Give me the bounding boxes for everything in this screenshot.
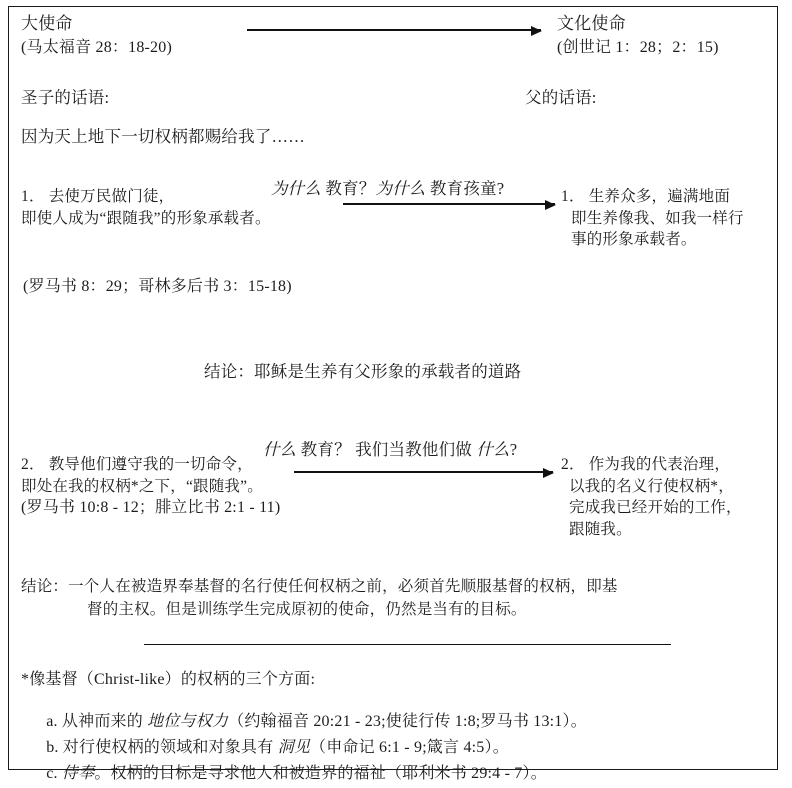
point-1-left-block [21, 188, 271, 227]
cultural-mandate-reference: (创世记 1：28；2：15) [557, 39, 719, 56]
point-1-left-reference: (罗马书 8：29；哥林多后书 3：15-18) [23, 278, 292, 295]
footnote-c-marker: c. [46, 765, 58, 782]
point-2-right-line-1: 2． 作为我的代表治理， [561, 456, 731, 473]
footnote-heading: *像基督（Christ-like）的权柄的三个方面: [21, 671, 316, 688]
footnote-b-post: （申命记 6:1 - 9;箴言 4:5）。 [310, 739, 509, 756]
conclusion-1: 结论：耶稣是生养有父形象的承载者的道路 [204, 362, 522, 381]
arrow-commission-to-culture [247, 29, 541, 31]
conclusion-2-block [21, 578, 618, 618]
authority-statement: 因为天上地下一切权柄都赐给我了…… [21, 127, 305, 146]
point-2-right-block [561, 456, 742, 538]
q1-why-a: 为什么 [270, 178, 322, 198]
q2-teach-them: 我们当教他们做 [355, 439, 477, 459]
cultural-mandate-title: 文化使命 [557, 14, 626, 33]
footnote-a-post: （约翰福音 20:21 - 23;使徒行传 1:8;罗马书 13:1）。 [228, 713, 587, 730]
footnote-c-post: 。权柄的目标是寻求他人和被造界的福祉（耶利米书 29:4 - 7）。 [94, 765, 547, 782]
point-1-left-line-1: 1． 去使万民做门徒， [21, 188, 175, 205]
conclusion-2-line-2: 督的主权。但是训练学生完成原初的使命，仍然是当有的目标。 [87, 600, 527, 618]
footnote-item-c [21, 750, 547, 788]
point-2-right-line-3: 完成我已经开始的工作， [569, 499, 742, 516]
footnote-divider [144, 644, 671, 645]
q2-what-a: 什么 [262, 439, 297, 459]
father-words-label: 父的话语: [525, 88, 597, 107]
footnote-a-marker: a. [46, 713, 58, 730]
conclusion-2-line-1: 结论：一个人在被造界奉基督的名行使任何权柄之前，必须首先顺服基督的权柄，即基 [21, 578, 618, 595]
question-why-education [245, 164, 504, 214]
footnote-b-italic: 洞见 [277, 739, 311, 756]
q1-education-b: 教育孩童? [425, 178, 505, 198]
point-2-left-reference: (罗马书 10:8 - 12；腓立比书 2:1 - 11) [21, 499, 281, 516]
q2-education: 教育？ [296, 439, 356, 459]
point-1-right-line-1: 1． 生养众多，遍满地面 [561, 188, 731, 205]
point-1-right-block [561, 188, 744, 248]
arrow-point-1 [343, 203, 555, 205]
point-1-left-line-2: 即使人成为“跟随我”的形象承载者。 [21, 209, 271, 227]
q1-education-a: 教育？ [321, 178, 376, 198]
q1-why-b: 为什么 [375, 178, 426, 198]
page-frame [8, 6, 778, 782]
point-2-left-line-1: 2． 教导他们遵守我的一切命令， [21, 456, 253, 473]
footnote-b-pre: 对行使权柄的领域和对象具有 [58, 739, 278, 756]
footnote-a-pre: 从神而来的 [57, 713, 148, 730]
footnote-c-italic: 侍奉 [61, 765, 95, 782]
great-commission-reference: (马太福音 28：18-20) [21, 39, 172, 56]
arrow-point-2 [294, 471, 553, 473]
q2-what-b: 什么 [476, 439, 510, 459]
point-2-left-block [21, 456, 281, 516]
q2-tail: ? [509, 439, 518, 459]
footnote-b-marker: b. [46, 739, 59, 756]
son-words-label: 圣子的话语: [21, 88, 110, 107]
point-2-right-line-2: 以我的名义行使权柄*， [569, 477, 734, 495]
point-2-left-line-2: 即处在我的权柄*之下，“跟随我”。 [21, 477, 263, 495]
point-1-right-line-3: 事的形象承载者。 [571, 231, 697, 248]
footnote-a-italic: 地位与权力 [147, 713, 229, 730]
point-1-right-line-2: 即生养像我、如我一样行 [571, 209, 744, 227]
point-2-right-line-4: 跟随我。 [569, 520, 632, 538]
great-commission-title: 大使命 [21, 14, 73, 33]
